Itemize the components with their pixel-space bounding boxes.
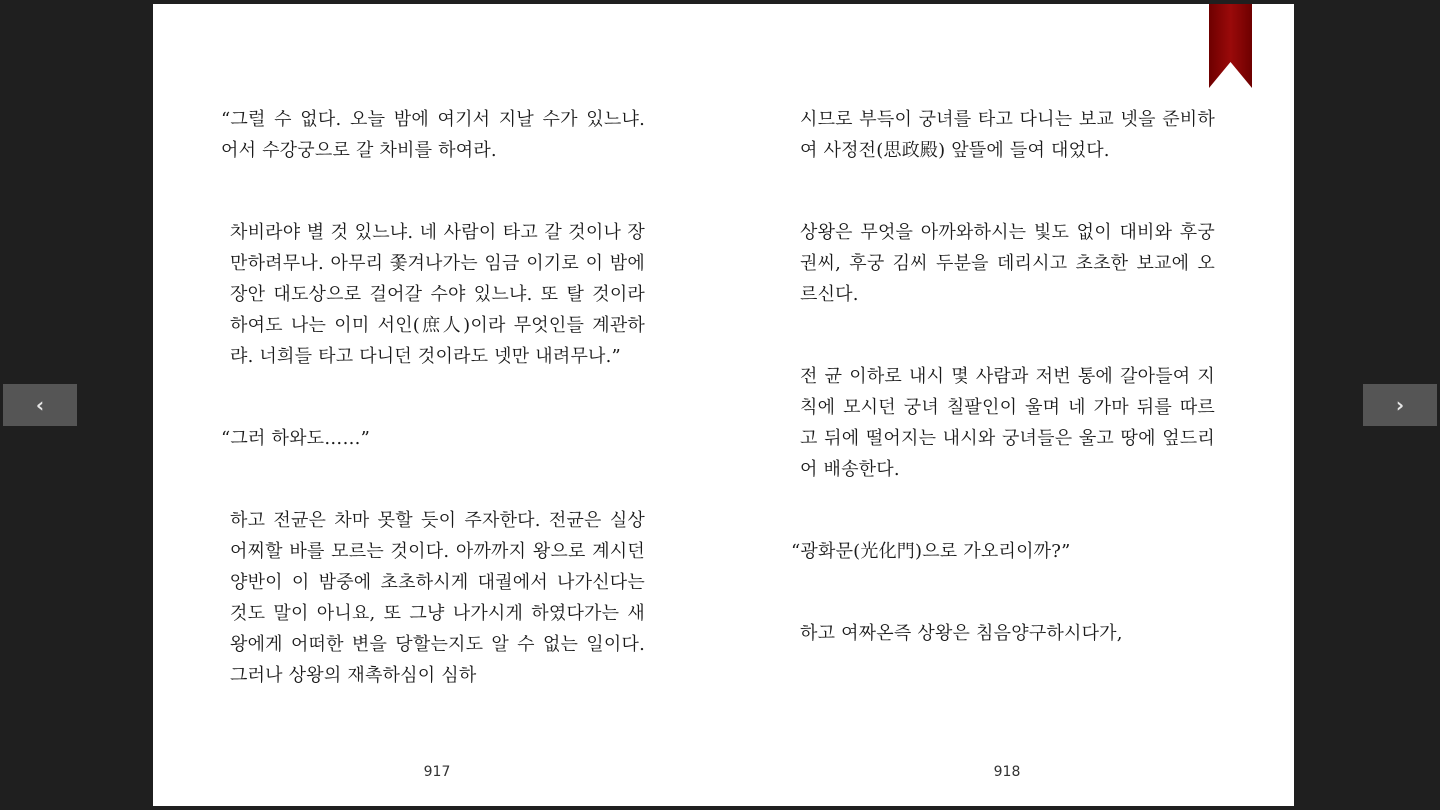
right-page	[791, 104, 1215, 700]
next-page-button[interactable]	[1363, 384, 1437, 426]
paragraph: “광화문(光化門)으로 가오리이까?”	[791, 541, 1071, 562]
paragraph: “그럴 수 없다. 오늘 밤에 여기서 지날 수가 있느냐. 어서 수강궁으로 갈 차비를 하여라.	[221, 109, 645, 161]
chevron-left-icon: ‹	[35, 393, 45, 417]
paragraph: 시므로 부득이 궁녀를 타고 다니는 보교 넷을 준비하여 사정전(思政殿) 앞뜰에 들여 대었다.	[800, 109, 1215, 161]
left-page-number: 917	[423, 764, 451, 780]
paragraph: 하고 여짜온즉 상왕은 침음양구하시다가,	[800, 623, 1123, 644]
paragraph: 상왕은 무엇을 아까와하시는 빛도 없이 대비와 후궁 권씨, 후궁 김씨 두분을 데리시고 초초한 보교에 오르신다.	[800, 222, 1215, 305]
book-spread	[153, 4, 1294, 806]
paragraph: 전 균 이하로 내시 몇 사람과 저번 통에 갈아들여 지칙에 모시던 궁녀 칠팔인이 울며 네 가마 뒤를 따르고 뒤에 떨어지는 내시와 궁녀들은 울고 땅에 엎드리어 배송한다.	[800, 366, 1215, 480]
bookmark-icon[interactable]	[1209, 4, 1252, 88]
paragraph: 하고 전균은 차마 못할 듯이 주자한다. 전균은 실상 어찌할 바를 모르는 것이다. 아까까지 왕으로 계시던 양반이 이 밤중에 초초하시게 대궐에서 나가신다는 것도 말이 아니요, 또 그냥 나가시게 하였다가는 새 왕에게 어떠한 변을 당할는지도 알 수 없는 일이다. 그러나 상왕의 재촉하심이 심하	[230, 510, 645, 686]
paragraph: “그러 하와도……”	[221, 428, 371, 449]
right-page-number: 918	[993, 764, 1021, 780]
paragraph: 차비라야 별 것 있느냐. 네 사람이 타고 갈 것이나 장만하려무나. 아무리 쫓겨나가는 임금 이기로 이 밤에 장안 대도상으로 걸어갈 수야 있느냐. 또 탈 것이라 하여도 나는 이미 서인(庶人)이라 무엇인들 계관하랴. 너희들 타고 다니던 것이라도 넷만 내려무나.”	[230, 222, 645, 367]
left-page	[221, 104, 645, 742]
chevron-right-icon: ›	[1395, 393, 1405, 417]
previous-page-button[interactable]	[3, 384, 77, 426]
